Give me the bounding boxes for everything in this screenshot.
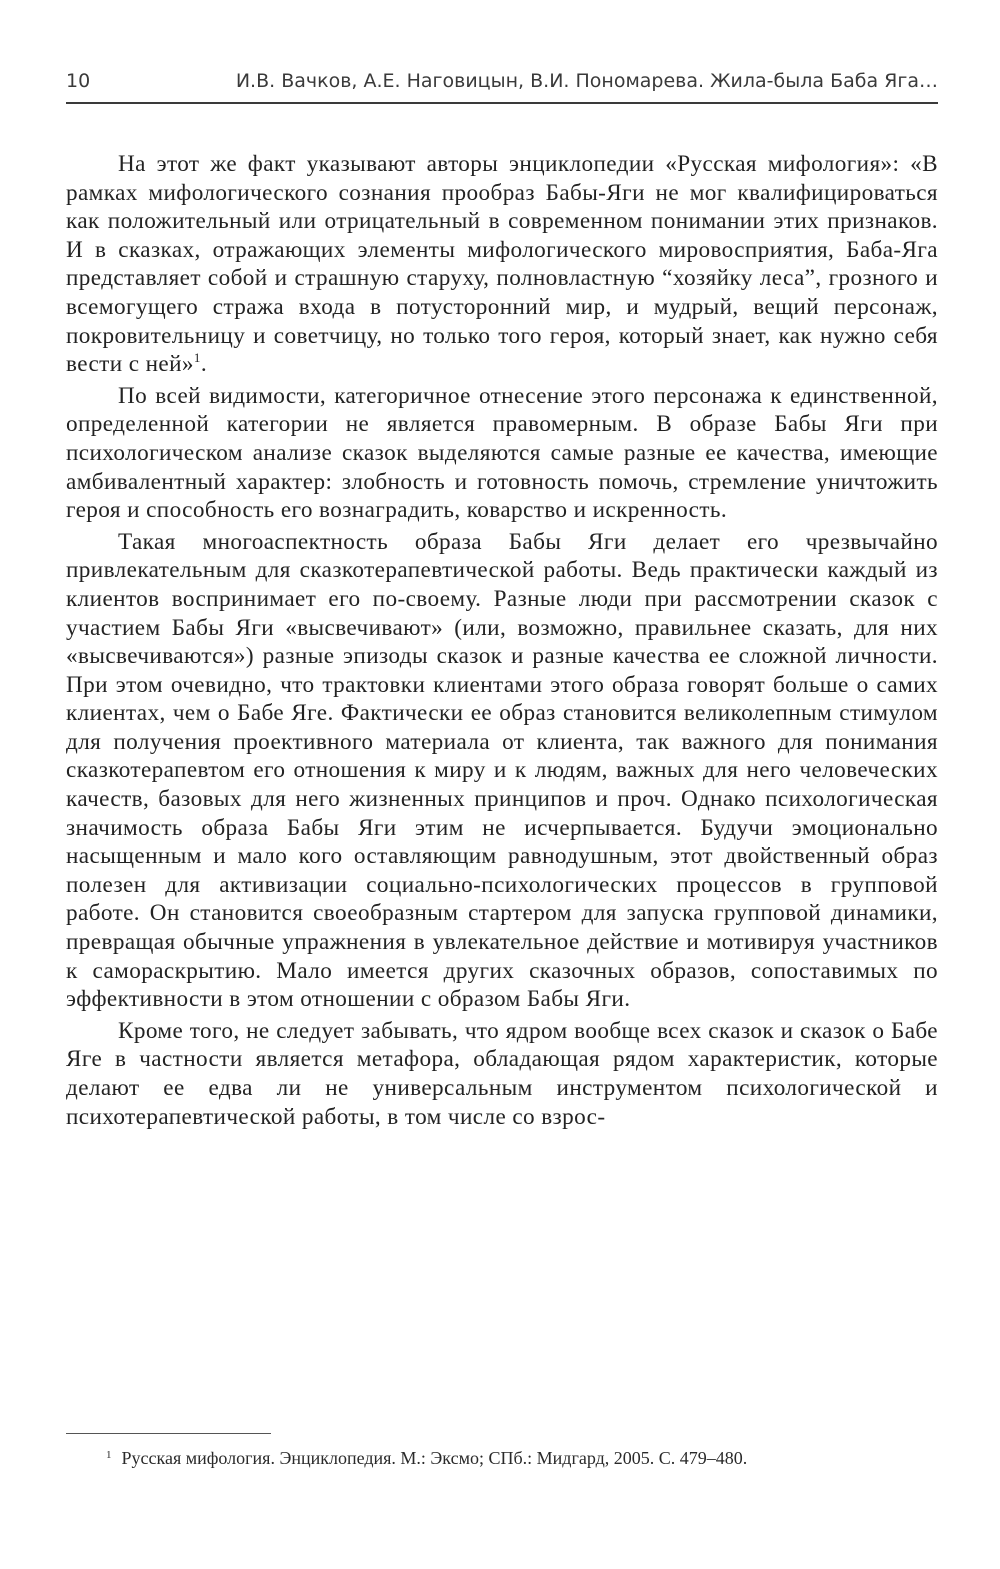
paragraph-2: По всей видимости, категоричное отнесение этого персонажа к единственной, определенной категории не является правомерным. В образе Бабы Яги при психологическом анализе сказок выделяются самые разные ее качества, имеющие амбивалентный характер: злобность и готовность помочь, стремление уничтожить героя и способность его вознаградить, коварство и искренность. xyxy=(66,382,938,524)
footnote-rule xyxy=(66,1433,271,1434)
paragraph-3: Такая многоаспектность образа Бабы Яги делает его чрезвычайно привлекательным для сказкотерапевтической работы. Ведь практически каждый из клиентов воспринимает его по-своему. Разные люди при рассмотрении сказок с участием Бабы Яги «высвечивают» (или, возможно, правильнее сказать, для них «высвечиваются») разные эпизоды сказок и разные качества ее сложной личности. При этом очевидно, что трактовки клиентами этого образа говорят больше о самих клиентах, чем о Бабе Яге. Фактически ее образ становится великолепным стимулом для получения проективного материала от клиента, так важного для понимания сказкотерапевтом его отношения к миру и к людям, важных для него человеческих качеств, базовых для него жизненных принципов и проч. Однако психологическая значимость образа Бабы Яги этим не исчерпывается. Будучи эмоционально насыщенным и мало кого оставляющим равнодушным, этот двойственный образ полезен для активизации социально-психологических процессов в групповой работе. Он становится своеобразным стартером для запуска групповой динамики, превращая обычные упражнения в увлекательное действие и мотивируя участников к самораскрытию. Мало имеется других сказочных образов, сопоставимых по эффективности в этом отношении с образом Бабы Яги. xyxy=(66,528,938,1013)
footnote-reference[interactable]: 1 xyxy=(193,350,201,366)
paragraph-1-text: На этот же факт указывают авторы энциклопедии «Русская мифология»: «В рамках мифологического сознания прообраз Бабы-Яги не мог квалифицироваться как положительный или отрицательный в современном понимании этих признаков. И в сказках, отражающих элементы мифологического мировосприятия, Баба-Яга представляет собой и страшную старуху, полновластную “хозяйку леса”, грозного и всемогущего стража входа в потусторонний мир, и мудрый, вещий персонаж, покровительницу и советчицу, но только того героя, который знает, как нужно себя вести с ней» xyxy=(66,151,938,378)
header-rule xyxy=(66,102,938,104)
paragraph-1: На этот же факт указывают авторы энциклопедии «Русская мифология»: «В рамках мифологического сознания прообраз Бабы-Яги не мог квалифицироваться как положительный или отрицательный в современном понимании этих признаков. И в сказках, отражающих элементы мифологического мировосприятия, Баба-Яга представляет собой и страшную старуху, полновластную “хозяйку леса”, грозного и всемогущего стража входа в потусторонний мир, и мудрый, вещий персонаж, покровительницу и советчицу, но только того героя, который знает, как нужно себя вести с ней»$^1$. xyxy=(66,151,938,378)
page-number: 10 xyxy=(66,70,91,92)
running-head xyxy=(66,70,938,100)
running-title: И.В. Вачков, А.Е. Наговицын, В.И. Пономарева. Жила-была Баба Яга… xyxy=(235,70,938,92)
paragraph-4: Кроме того, не следует забывать, что ядром вообще всех сказок и сказок о Бабе Яге в частности является метафора, обладающая рядом характеристик, которые делают ее едва ли не универсальным инструментом психологической и психотерапевтической работы, в том числе со взрос- xyxy=(66,1017,938,1130)
body-text xyxy=(66,150,938,1134)
footnote-text: Русская мифология. Энциклопедия. М.: Эксмо; СПб.: Мидгард, 2005. С. 479–480. xyxy=(121,1448,748,1468)
footnote-marker: 1 xyxy=(106,1449,112,1461)
footnote xyxy=(106,1447,938,1469)
